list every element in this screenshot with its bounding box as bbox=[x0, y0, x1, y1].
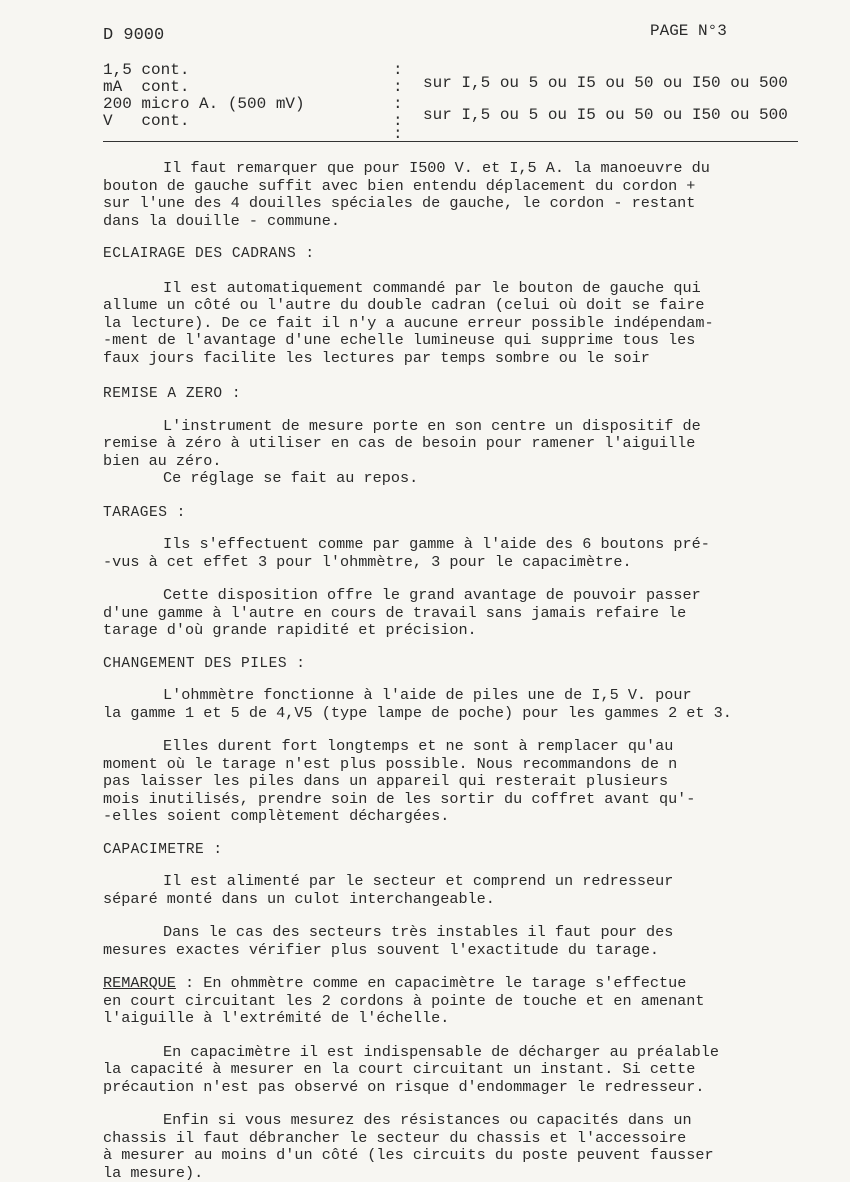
remarque-line: en court circuitant les 2 cordons à pointe de touche et en amenant bbox=[103, 993, 803, 1011]
tarages-line: -vus à cet effet 3 pour l'ohmmètre, 3 pour le capacimètre. bbox=[103, 554, 803, 572]
intro-line: bouton de gauche suffit avec bien entendu déplacement du cordon + bbox=[103, 178, 803, 196]
remarque-line: Enfin si vous mesurez des résistances ou capacités dans un bbox=[103, 1112, 803, 1130]
range-label: mA cont. bbox=[103, 79, 189, 96]
remarque-line: l'aiguille à l'extrémité de l'échelle. bbox=[103, 1010, 803, 1028]
tarages-line: Ils s'effectuent comme par gamme à l'aide des 6 boutons pré- bbox=[103, 536, 803, 554]
range-values: sur I,5 ou 5 ou I5 ou 50 ou I50 ou 500 bbox=[423, 107, 788, 124]
piles-line: moment où le tarage n'est plus possible. Nous recommandons de n bbox=[103, 756, 803, 774]
remise-line: L'instrument de mesure porte en son centre un dispositif de bbox=[103, 418, 803, 436]
remarque-line: En capacimètre il est indispensable de décharger au préalable bbox=[103, 1044, 803, 1062]
remise-line: Ce réglage se fait au repos. bbox=[103, 470, 803, 488]
piles-line: pas laisser les piles dans un appareil qui resterait plusieurs bbox=[103, 773, 803, 791]
capacimetre-line: mesures exactes vérifier plus souvent l'exactitude du tarage. bbox=[103, 942, 803, 960]
page-number: PAGE N°3 bbox=[650, 22, 727, 40]
piles-line: la gamme 1 et 5 de 4,V5 (type lampe de poche) pour les gammes 2 et 3. bbox=[103, 705, 803, 723]
eclairage-line: -ment de l'avantage d'une echelle lumineuse qui supprime tous les bbox=[103, 332, 803, 350]
piles-line: L'ohmmètre fonctionne à l'aide de piles une de I,5 V. pour bbox=[103, 687, 803, 705]
piles-line: Elles durent fort longtemps et ne sont à remplacer qu'au bbox=[103, 738, 803, 756]
section-title-capacimetre: CAPACIMETRE : bbox=[103, 842, 803, 860]
document-page: D 9000 PAGE N°3 1,5 cont. mA cont. 200 micro A. (500 mV) V cont. : : : : : sur I,5 ou 5 ou I5 ou 50 ou I50 ou 500 sur I,5 ou 5 ou I5 ou 50 ou I50 ou 500 Il faut remarquer que pour I500 V. et I,5 A. la manoeuvre du bouton de gauche suffit avec bien entendu déplacement du cordon + sur l'une des 4 douilles spéciales de gauche, le cordon - restant dans la douille - commune. ECLAIRAGE DES CADRANS : Il est automatiquement commandé par le bouton de gauche qui allume un côté ou l'autre du double cadran (celui où doit se faire la lecture). De ce fait il n'y a aucune erreur possible indépendam- -ment de l'avantage d'une echelle lumineuse qui supprime tous les faux jours facilite les lectures par temps sombre ou le soir REMISE A ZERO : L'instrument de mesure porte en son centre un dispositif de remise à zéro à utiliser en cas de besoin pour ramener l'aiguille bien au zéro. Ce réglage se fait au repos. TARAGES : Ils s'effectuent comme par gamme à l'aide des 6 boutons pré- -vus à cet effet 3 pour l'ohmmètre, 3 pour le capacimètre. Cette disposition offre le grand avantage de pouvoir passer d'une gamme à l'autre en cours de travail sans jamais refaire le tarage d'où grande rapidité et précision. CHANGEMENT DES PILES : L'ohmmètre fonctionne à l'aide de piles une de I,5 V. pour la gamme 1 et 5 de 4,V5 (type lampe de poche) pour les gammes 2 et 3. Elles durent fort longtemps et ne sont à remplacer qu'au moment où le tarage n'est plus possible. Nous recommandons de n pas laisser les piles dans un appareil qui resterait plusieurs mois inutilisés, prendre soin de les sortir du coffret avant qu'- -elles soient complètement déchargées. CAPACIMETRE : Il est alimenté par le secteur et comprend un redresseur séparé monté dans un culot interchangeable. Dans le cas des secteurs très instables il faut pour des mesures exactes vérifier plus souvent l'exactitude du tarage. REMARQUE : En ohmmètre comme en capacimètre le tarage s'effectue en court circuitant les 2 cordons à pointe de touche et en amenant l'aiguille à l'extrémité de l'échelle. En capacimètre il est indispensable de décharger au préalable la capacité à mesurer en la court circuitant un instant. Si cette précaution n'est pas observé on risque d'endommager le redresseur. Enfin si vous mesurez des résistances ou capacités dans un chassis il faut débrancher le secteur du chassis et l'accessoire à mesurer au moins d'un côté (les circuits du poste peuvent fausser la mesure). bbox=[0, 0, 850, 1169]
section-title-eclairage: ECLAIRAGE DES CADRANS : bbox=[103, 246, 803, 264]
tarages-line: tarage d'où grande rapidité et précision. bbox=[103, 622, 803, 640]
remarque-label: REMARQUE bbox=[103, 974, 176, 992]
remise-line: bien au zéro. bbox=[103, 453, 803, 471]
remarque-line: à mesurer au moins d'un côté (les circuits du poste peuvent fausser bbox=[103, 1147, 803, 1165]
section-title-piles: CHANGEMENT DES PILES : bbox=[103, 656, 803, 674]
remarque-first-text: : En ohmmètre comme en capacimètre le tarage s'effectue bbox=[176, 974, 686, 992]
document-id: D 9000 bbox=[103, 26, 164, 45]
eclairage-line: allume un côté ou l'autre du double cadran (celui où doit se faire bbox=[103, 297, 803, 315]
remarque-line: la capacité à mesurer en la court circuitant un instant. Si cette bbox=[103, 1061, 803, 1079]
capacimetre-line: séparé monté dans un culot interchangeable. bbox=[103, 891, 803, 909]
capacimetre-line: Il est alimenté par le secteur et comprend un redresseur bbox=[103, 873, 803, 891]
section-title-remise: REMISE A ZERO : bbox=[103, 386, 803, 404]
range-label: V cont. bbox=[103, 113, 189, 130]
eclairage-line: faux jours facilite les lectures par temps sombre ou le soir bbox=[103, 350, 803, 368]
capacimetre-line: Dans le cas des secteurs très instables il faut pour des bbox=[103, 924, 803, 942]
remise-line: remise à zéro à utiliser en cas de besoin pour ramener l'aiguille bbox=[103, 435, 803, 453]
document-body bbox=[103, 160, 803, 1182]
header-divider bbox=[103, 141, 798, 142]
remarque-line: précaution n'est pas observé on risque d'endommager le redresseur. bbox=[103, 1079, 803, 1097]
range-label: 200 micro A. (500 mV) bbox=[103, 96, 305, 113]
range-values: sur I,5 ou 5 ou I5 ou 50 ou I50 ou 500 bbox=[423, 75, 788, 92]
tarages-line: Cette disposition offre le grand avantage de pouvoir passer bbox=[103, 587, 803, 605]
range-label: 1,5 cont. bbox=[103, 62, 189, 79]
piles-line: mois inutilisés, prendre soin de les sortir du coffret avant qu'- bbox=[103, 791, 803, 809]
eclairage-line: la lecture). De ce fait il n'y a aucune erreur possible indépendam- bbox=[103, 315, 803, 333]
piles-line: -elles soient complètement déchargées. bbox=[103, 808, 803, 826]
remarque-line: la mesure). bbox=[103, 1165, 803, 1182]
section-title-tarages: TARAGES : bbox=[103, 505, 803, 523]
tarages-line: d'une gamme à l'autre en cours de travail sans jamais refaire le bbox=[103, 605, 803, 623]
intro-line: dans la douille - commune. bbox=[103, 213, 803, 231]
eclairage-line: Il est automatiquement commandé par le bouton de gauche qui bbox=[103, 280, 803, 298]
intro-line: sur l'une des 4 douilles spéciales de gauche, le cordon - restant bbox=[103, 195, 803, 213]
intro-line: Il faut remarquer que pour I500 V. et I,5 A. la manoeuvre du bbox=[103, 160, 803, 178]
remarque-line: chassis il faut débrancher le secteur du chassis et l'accessoire bbox=[103, 1130, 803, 1148]
remarque-first-line bbox=[103, 975, 803, 993]
